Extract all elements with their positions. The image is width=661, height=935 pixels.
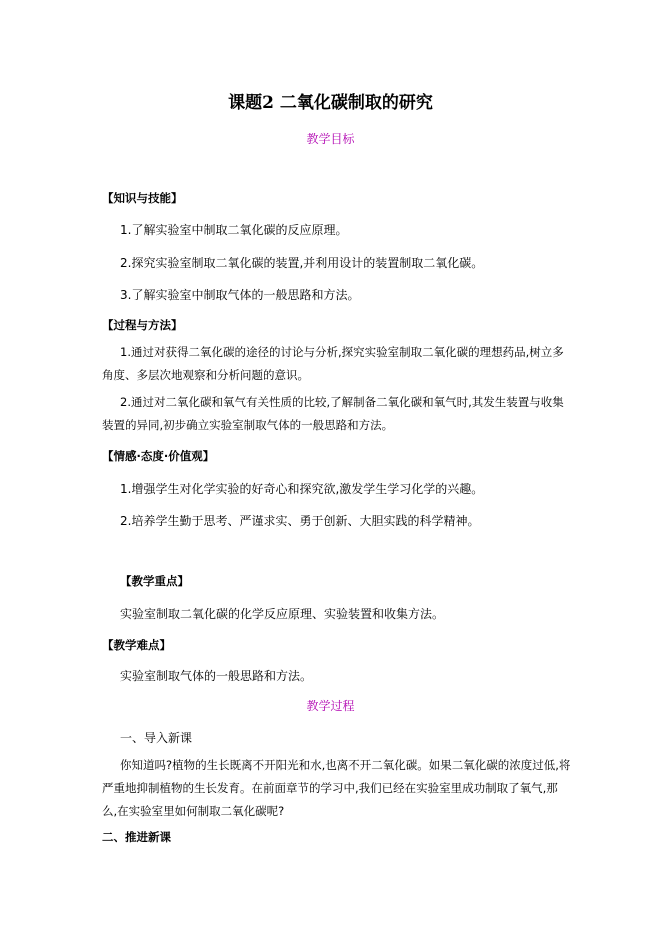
section-new-lesson-heading: 二、推进新课 xyxy=(102,830,171,844)
difficulty-heading: 【教学难点】 xyxy=(102,638,171,652)
attitude-item: 2.培养学生勤于思考、严谨求实、勇于创新、大胆实践的科学精神。 xyxy=(120,514,480,528)
difficulty-text: 实验室制取气体的一般思路和方法。 xyxy=(120,669,313,683)
attitude-item: 1.增强学生对化学实验的好奇心和探究欲,激发学生学习化学的兴趣。 xyxy=(120,482,484,496)
knowledge-item: 1.了解实验室中制取二氧化碳的反应原理。 xyxy=(120,223,348,237)
knowledge-heading: 【知识与技能】 xyxy=(102,191,183,205)
knowledge-item: 2.探究实验室制取二氧化碳的装置,并利用设计的装置制取二氧化碳。 xyxy=(120,256,484,270)
attitude-heading: 【情感·态度·价值观】 xyxy=(102,449,215,463)
section-intro-text: 你知道吗?植物的生长既离不开阳光和水,也离不开二氧化碳。如果二氧化碳的浓度过低,将严重地抑制植物的生长发育。在前面章节的学习中,我们已经在实验室里成功制取了氧气,那么,在实验室里如何制取二氧化碳呢? xyxy=(102,758,571,818)
knowledge-item: 3.了解实验室中制取气体的一般思路和方法。 xyxy=(120,288,360,302)
objectives-heading: 教学目标 xyxy=(306,132,355,146)
page-title: 课题2 二氧化碳制取的研究 xyxy=(228,93,433,113)
key-point-heading: 【教学重点】 xyxy=(120,574,189,588)
teaching-process-heading: 教学过程 xyxy=(306,699,355,713)
process-method-item: 1.通过对获得二氧化碳的途径的讨论与分析,探究实验室制取二氧化碳的理想药品,树立多角度、多层次地观察和分析问题的意识。 xyxy=(102,345,564,382)
key-point-text: 实验室制取二氧化碳的化学反应原理、实验装置和收集方法。 xyxy=(120,607,445,621)
process-method-heading: 【过程与方法】 xyxy=(102,318,183,332)
process-method-item: 2.通过对二氧化碳和氧气有关性质的比较,了解制备二氧化碳和氧气时,其发生装置与收集装置的异同,初步确立实验室制取气体的一般思路和方法。 xyxy=(102,395,564,432)
section-intro-heading: 一、导入新课 xyxy=(120,731,193,745)
